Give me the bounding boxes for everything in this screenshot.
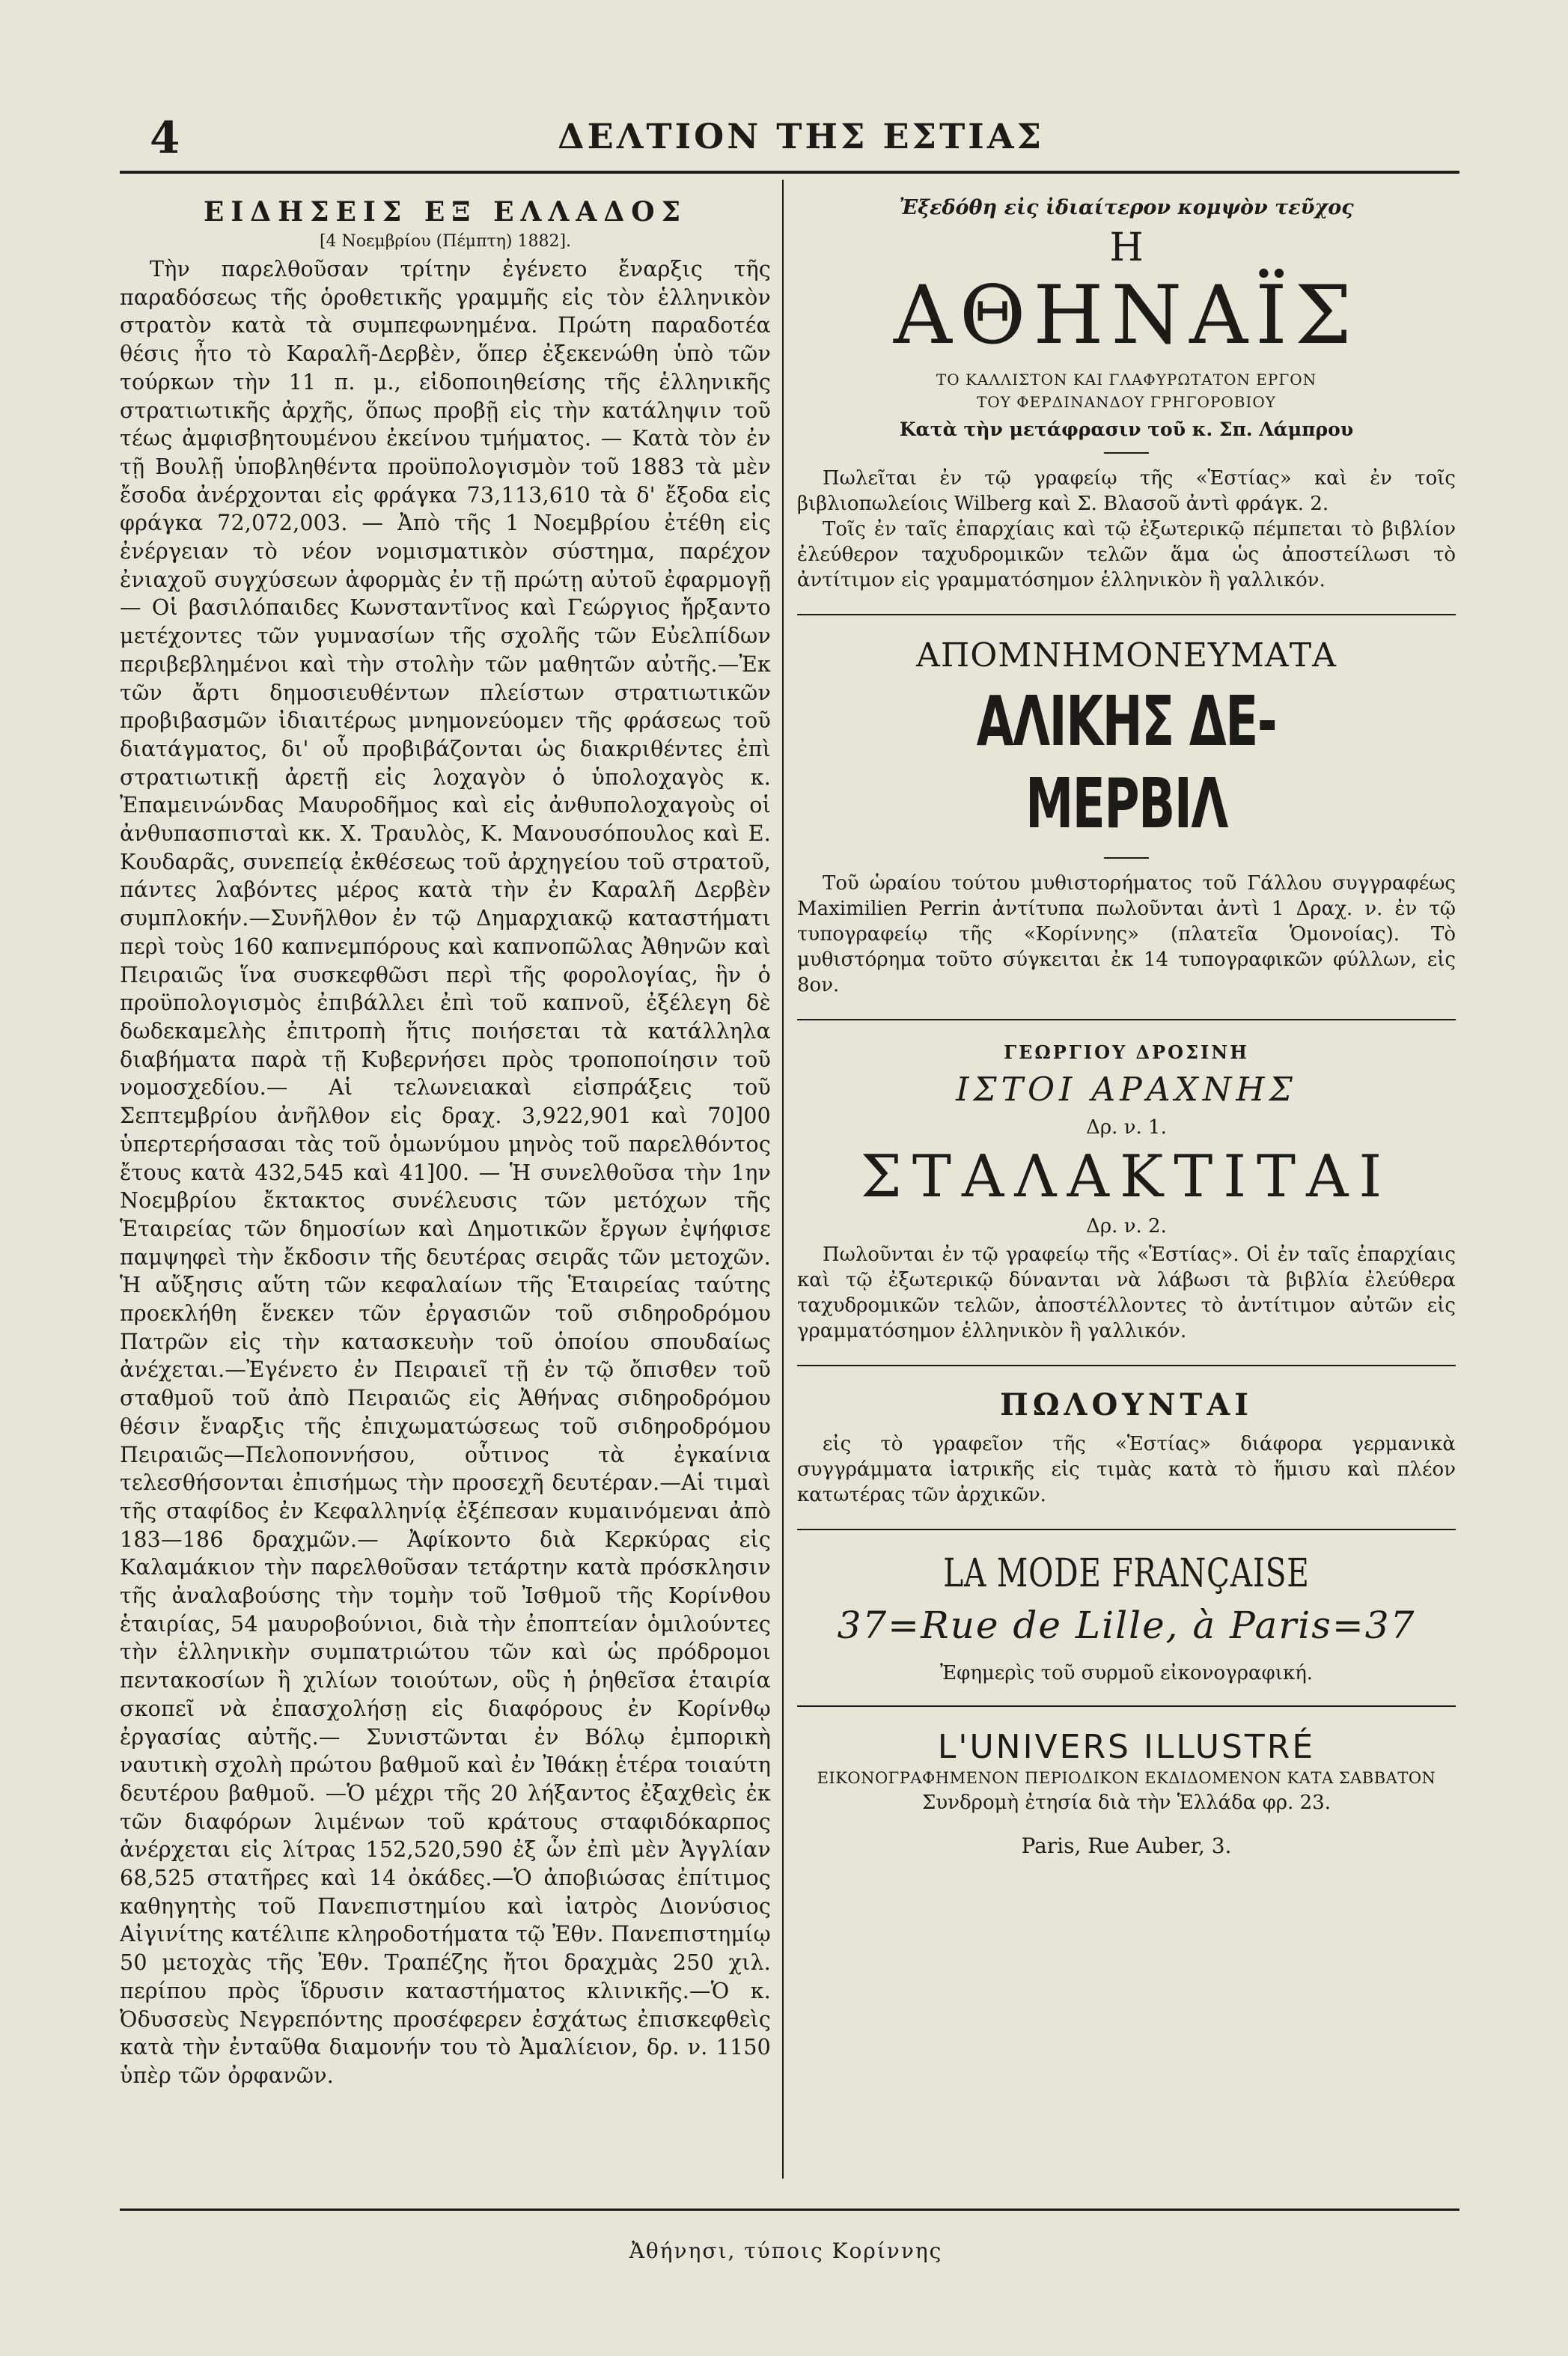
forsale-para: εἰς τὸ γραφεῖον τῆς «Ἑστίας» διάφορα γερμανικὰ συγγράμματα ἰατρικῆς εἰς τιμὰς κατὰ τὸ ἥμισυ καὶ πλέον κατωτέρας τῶν ἀρχικῶν. bbox=[797, 1433, 1456, 1506]
univers-title: L'UNIVERS ILLUSTRÉ bbox=[937, 1728, 1316, 1766]
masthead: ΔΕΛΤΙΟΝ ΤΗΣ ΕΣΤΙΑΣ bbox=[557, 116, 1045, 156]
athinais-translation: Κατὰ τὴν μετάφρασιν τοῦ κ. Σπ. Λάμπρου bbox=[899, 418, 1354, 440]
drosinis-title-2: ΣΤΑΛΑΚΤΙΤΑΙ bbox=[860, 1143, 1393, 1211]
footer-rule bbox=[120, 2209, 1459, 2211]
ad-memoirs bbox=[797, 636, 1456, 998]
memoirs-para: Τοῦ ὡραίου τούτου μυθιστορήματος τοῦ Γάλλου συγγραφέως Maximilien Perrin ἀντίτυπα πωλοῦνται ἀντὶ 1 Δραχ. ν. ἐν τῷ τυπογραφείῳ τῆς «Κορίννης» (πλατεῖα Ὁμονοίας). Τὸ μυθιστόρημα τοῦτο σύγκειται ἐκ 14 τυπογραφικῶν φύλλων, εἰς 8ον. bbox=[797, 872, 1456, 996]
ad-athinais bbox=[797, 196, 1456, 593]
news-dateline: [4 Νοεμβρίου (Πέμπτη) 1882]. bbox=[319, 232, 572, 251]
footer-imprint: Ἀθήνησι, τύποις Κορίννης bbox=[629, 2238, 943, 2263]
drosinis-author: ΓΕΩΡΓΙΟΥ ΔΡΟΣΙΝΗ bbox=[1004, 1041, 1249, 1063]
univers-address: Paris, Rue Auber, 3. bbox=[1021, 1833, 1232, 1858]
athinais-subtitle-2: ΤΟΥ ΦΕΡΔΙΝΑΝΔΟΥ ΓΡΗΓΟΡΟΒΙΟΥ bbox=[976, 393, 1277, 411]
mode-address: 37=Rue de Lille, à Paris=37 bbox=[837, 1604, 1416, 1647]
drosinis-para: Πωλοῦνται ἐν τῷ γραφείῳ τῆς «Ἑστίας». Οἱ ἐν ταῖς ἐπαρχίαις καὶ τῷ ἐξωτερικῷ δύνανται νὰ λάβωσι τὰ βιβλία ἐλεύθερα ταχυδρομικῶν τελῶν, ἀποστέλλοντες τὸ ἀντίτιμον αὐτῶν εἰς γραμματόσημον ἑλληνικὸν ἢ γαλλικόν. bbox=[797, 1244, 1456, 1342]
right-column bbox=[797, 196, 1456, 2173]
section-rule bbox=[797, 1529, 1456, 1530]
athinais-para-2: Τοῖς ἐν ταῖς ἐπαρχίαις καὶ τῷ ἐξωτερικῷ πέμπεται τὸ βιβλίον ἐλεύθερον ταχυδρομικῶν τελῶν ἅμα ὡς ἀποστείλωσι τὸ ἀντίτιμον εἰς γραμματόσημον ἑλληνικὸν ἢ γαλλικόν. bbox=[797, 518, 1456, 591]
section-rule bbox=[797, 1365, 1456, 1366]
memoirs-heading: ΑΠΟΜΝΗΜΟΝΕΥΜΑΤΑ bbox=[916, 636, 1337, 675]
memoirs-title: ΑΛΙΚΗΣ ΔΕ-ΜΕΡΒΙΛ bbox=[976, 681, 1277, 844]
mode-title: LA MODE FRANÇAISE bbox=[943, 1551, 1310, 1596]
ad-mode-francaise bbox=[797, 1551, 1456, 1684]
univers-subscription: Συνδρομὴ ἐτησία διὰ τὴν Ἑλλάδα φρ. 23. bbox=[922, 1792, 1331, 1814]
athinais-para-1: Πωλεῖται ἐν τῷ γραφείῳ τῆς «Ἑστίας» καὶ ἐν τοῖς βιβλιοπωλείοις Wilberg καὶ Σ. Βλασοῦ ἀντὶ φράγκ. 2. bbox=[797, 467, 1456, 515]
news-body: Τὴν παρελθοῦσαν τρίτην ἐγένετο ἔναρξις τῆς παραδόσεως τῆς ὁροθετικῆς γραμμῆς εἰς τὸν ἑλληνικὸν στρατὸν κατὰ τὰ συμπεφωνημένα. Πρώτη παραδοτέα θέσις ἦτο τὸ Καραλῆ-Δερβὲν, ὅπερ ἐξεκενώθη ὑπὸ τῶν τούρκων τὴν 11 π. μ., εἰδοποιηθείσης τῆς ἑλληνικῆς στρατιωτικῆς ἀρχῆς, ὅπως προβῇ εἰς τὴν κατάληψιν τοῦ τέως ἀμφισβητουμένου ἐκείνου τμήματος. — Κατὰ τὸν ἐν τῇ Βουλῇ ὑποβληθέντα προϋπολογισμὸν τοῦ 1883 τὰ μὲν ἔσοδα ἀνέρχονται εἰς φράγκα 73,113,610 τὰ δ' ἔξοδα εἰς φράγκα 72,072,003. — Ἀπὸ τῆς 1 Νοεμβρίου ἐτέθη εἰς ἐνέργειαν τὸ νέον νομισματικὸν σύστημα, παρέχον ἐνιαχοῦ συγχύσεων ἀφορμὰς ἐν τῇ πρώτῃ αὐτοῦ ἐφαρμογῇ — Οἱ βασιλόπαιδες Κωνσταντῖνος καὶ Γεώργιος ἤρξαντο μετέχοντες τῶν γυμνασίων τῆς σχολῆς τῶν Εὐελπίδων περιβεβλημένοι καὶ τὴν στολὴν τῶν μαθητῶν αὐτῆς.—Ἐκ τῶν ἄρτι δημοσιευθέντων πλείστων στρατιωτικῶν προβιβασμῶν ἰδιαιτέρως μνημονεύομεν τῆς φράσεως τοῦ διατάγματος, δι' οὗ προβιβάζονται ὡς διακριθέντες ἐπὶ στρατιωτικῇ ἀρετῇ εἰς λοχαγὸν ὁ ὑπολοχαγὸς κ. Ἐπαμεινώνδας Μαυροδῆμος καὶ εἰς ἀνθυπολοχαγοὺς οἱ ἀνθυπασπισταὶ κκ. Χ. Τραυλὸς, Κ. Μανουσόπουλος καὶ Ε. Κουδαρᾶς, συνεπείᾳ ἐκθέσεως τοῦ ἀρχηγείου τοῦ στρατοῦ, πάντες λαβόντες μέρος κατὰ τὴν ἐν Καραλῆ Δερβὲν συμπλοκήν.—Συνῆλθον ἐν τῷ Δημαρχιακῷ καταστήματι περὶ τοὺς 160 καπνεμπόρους καὶ καπνοπῶλας Ἀθηνῶν καὶ Πειραιῶς ἵνα συσκεφθῶσι περὶ τῆς φορολογίας, ἣν ὁ προϋπολογισμὸς ἐπιβάλλει ἐπὶ τοῦ καπνοῦ, ἐξέλεγη δὲ δωδεκαμελὴς ἐπιτροπὴ ἥτις ποιήσεται τὰ κατάλληλα διαβήματα παρὰ τῇ Κυβερνήσει πρὸς τροποποίησιν τοῦ νομοσχεδίου.— Αἱ τελωνειακαὶ εἰσπράξεις τοῦ Σεπτεμβρίου ἀνῆλθον εἰς δραχ. 3,922,901 καὶ 70]00 ὑπερτερήσασαι τὰς τοῦ ὁμωνύμου μηνὸς τοῦ παρελθόντος ἔτους κατὰ 432,545 καὶ 41]00. — Ἡ συνελθοῦσα τὴν 1ην Νοεμβρίου ἔκτακτος συνέλευσις τῶν μετόχων τῆς Ἑταιρείας τῶν δημοσίων καὶ Δημοτικῶν ἔργων ἐψήφισε παμψηφεὶ τὴν ἔκδοσιν τῆς δευτέρας σειρᾶς τῶν μετοχῶν. Ἡ αὔξησις αὕτη τῶν κεφαλαίων τῆς Ἑταιρείας ταύτης προεκλήθη ἕνεκεν τῶν ἐργασιῶν τοῦ σιδηροδρόμου Πατρῶν εἰς τὴν κατασκευὴν τοῦ ὁποίου σπουδαίως ἀνέχεται.—Ἐγένετο ἐν Πειραιεῖ τῇ ἐν τῷ ὄπισθεν τοῦ σταθμοῦ τοῦ ἀπὸ Πειραιῶς εἰς Ἀθήνας σιδηροδρόμου θέσιν ἔναρξις τῆς ἐπιχωματώσεως τοῦ σιδηροδρόμου Πειραιῶς—Πελοποννήσου, οὗτινος τὰ ἐγκαίνια τελεσθήσονται ἐπισήμως τὴν προσεχῆ δευτέραν.—Αἱ τιμαὶ τῆς σταφίδος ἐν Κεφαλληνίᾳ ἐξέπεσαν κυμαινόμεναι ἀπὸ 183—186 δραχμῶν.— Ἀφίκοντο διὰ Κερκύρας εἰς Καλαμάκιον τὴν παρελθοῦσαν τετάρτην κατὰ πρόσκλησιν τῆς ἀναλαβούσης τὴν τομὴν τοῦ Ἰσθμοῦ τῆς Κορίνθου ἑταιρίας, 54 μαυροβούνιοι, διὰ τὴν ἐποπτείαν ὁμιλούντες τὴν ἑλληνικὴν συμπατριώτου τῶν καὶ ὡς πρόδρομοι πεντακοσίων ἢ χιλίων τοιούτων, οὓς ἡ ῥηθεῖσα ἑταιρία σκοπεῖ νὰ ἐπασχολήσῃ εἰς διαφόρους ἐν Κορίνθῳ ἐργασίας αὐτῆς.— Συνιστῶνται ἐν Βόλῳ ἐμπορικὴ ναυτικὴ σχολὴ πρώτου βαθμοῦ καὶ ἐν Ἰθάκῃ ἑτέρα τοιαύτη δευτέρου βαθμοῦ. —Ὁ μέχρι τῆς 20 λήξαντος ἐξαχθεὶς ἐκ τῶν διαφόρων λιμένων τοῦ κράτους σταφιδόκαρπος ἀνέρχεται εἰς λίτρας 152,520,590 ἐξ ὧν ἐπὶ μὲν Ἀγγλίαν 68,525 στατῆρες καὶ 14 ὀκάδες.—Ὁ ἀποβιώσας ἐπίτιμος καθηγητὴς τοῦ Πανεπιστημίου καὶ ἰατρὸς Διονύσιος Αἰγινίτης κατέλιπε κληροδοτήματα τῷ Ἐθν. Πανεπιστημίῳ 50 μετοχὰς τῆς Ἐθν. Τραπέζης ἤτοι δραχμὰς 250 χιλ. περίπου πρὸς ἵδρυσιν καταστήματος κλινικῆς.—Ὁ κ. Ὀδυσσεὺς Νεγρεπόντης προσέφερεν ἐσχάτως ἐπισκεφθεὶς κατὰ τὴν ἐνταῦθα διαμονήν του τὸ Ἀμαλίειον, δρ. ν. 1150 ὑπὲρ τῶν ὀρφανῶν. bbox=[120, 257, 771, 2088]
athinais-article: Η bbox=[1109, 225, 1144, 270]
drosinis-price-1: Δρ. ν. 1. bbox=[1086, 1116, 1167, 1139]
section-rule bbox=[797, 1019, 1456, 1020]
divider-dash bbox=[1104, 857, 1149, 859]
divider-dash bbox=[1104, 452, 1149, 454]
ad-forsale bbox=[797, 1387, 1456, 1508]
athinais-title: ΑΘΗΝΑΪΣ bbox=[893, 269, 1360, 362]
ad-drosinis bbox=[797, 1041, 1456, 1344]
news-heading: ΕΙΔΗΣΕΙΣ ΕΞ ΕΛΛΑΔΟΣ bbox=[203, 196, 688, 228]
drosinis-title-1: ΙΣΤΟΙ ΑΡΑΧΝΗΣ bbox=[956, 1071, 1297, 1109]
univers-desc: ΕΙΚΟΝΟΓΡΑΦΗΜΕΝΟΝ ΠΕΡΙΟΔΙΚΟΝ ΕΚΔΙΔΟΜΕΝΟΝ ΚΑΤΑ ΣΑΒΒΑΤΟΝ bbox=[817, 1769, 1436, 1787]
athinais-subtitle-1: ΤΟ ΚΑΛΛΙΣΤΟΝ ΚΑΙ ΓΛΑΦΥΡΩΤΑΤΟΝ ΕΡΓΟΝ bbox=[936, 371, 1317, 389]
forsale-heading: ΠΩΛΟΥΝΤΑΙ bbox=[1000, 1387, 1253, 1422]
section-rule bbox=[797, 614, 1456, 615]
header-rule bbox=[120, 171, 1459, 174]
ad-univers bbox=[797, 1728, 1456, 1858]
mode-desc: Ἐφημερὶς τοῦ συρμοῦ εἰκονογραφική. bbox=[939, 1662, 1314, 1684]
drosinis-price-2: Δρ. ν. 2. bbox=[1086, 1215, 1167, 1238]
page-number: 4 bbox=[150, 112, 180, 163]
column-divider bbox=[782, 180, 784, 2179]
section-rule bbox=[797, 1705, 1456, 1707]
left-column bbox=[120, 196, 771, 2173]
athinais-intro: Ἐξεδόθη εἰς ἰδιαίτερον κομψὸν τεῦχος bbox=[899, 196, 1354, 219]
